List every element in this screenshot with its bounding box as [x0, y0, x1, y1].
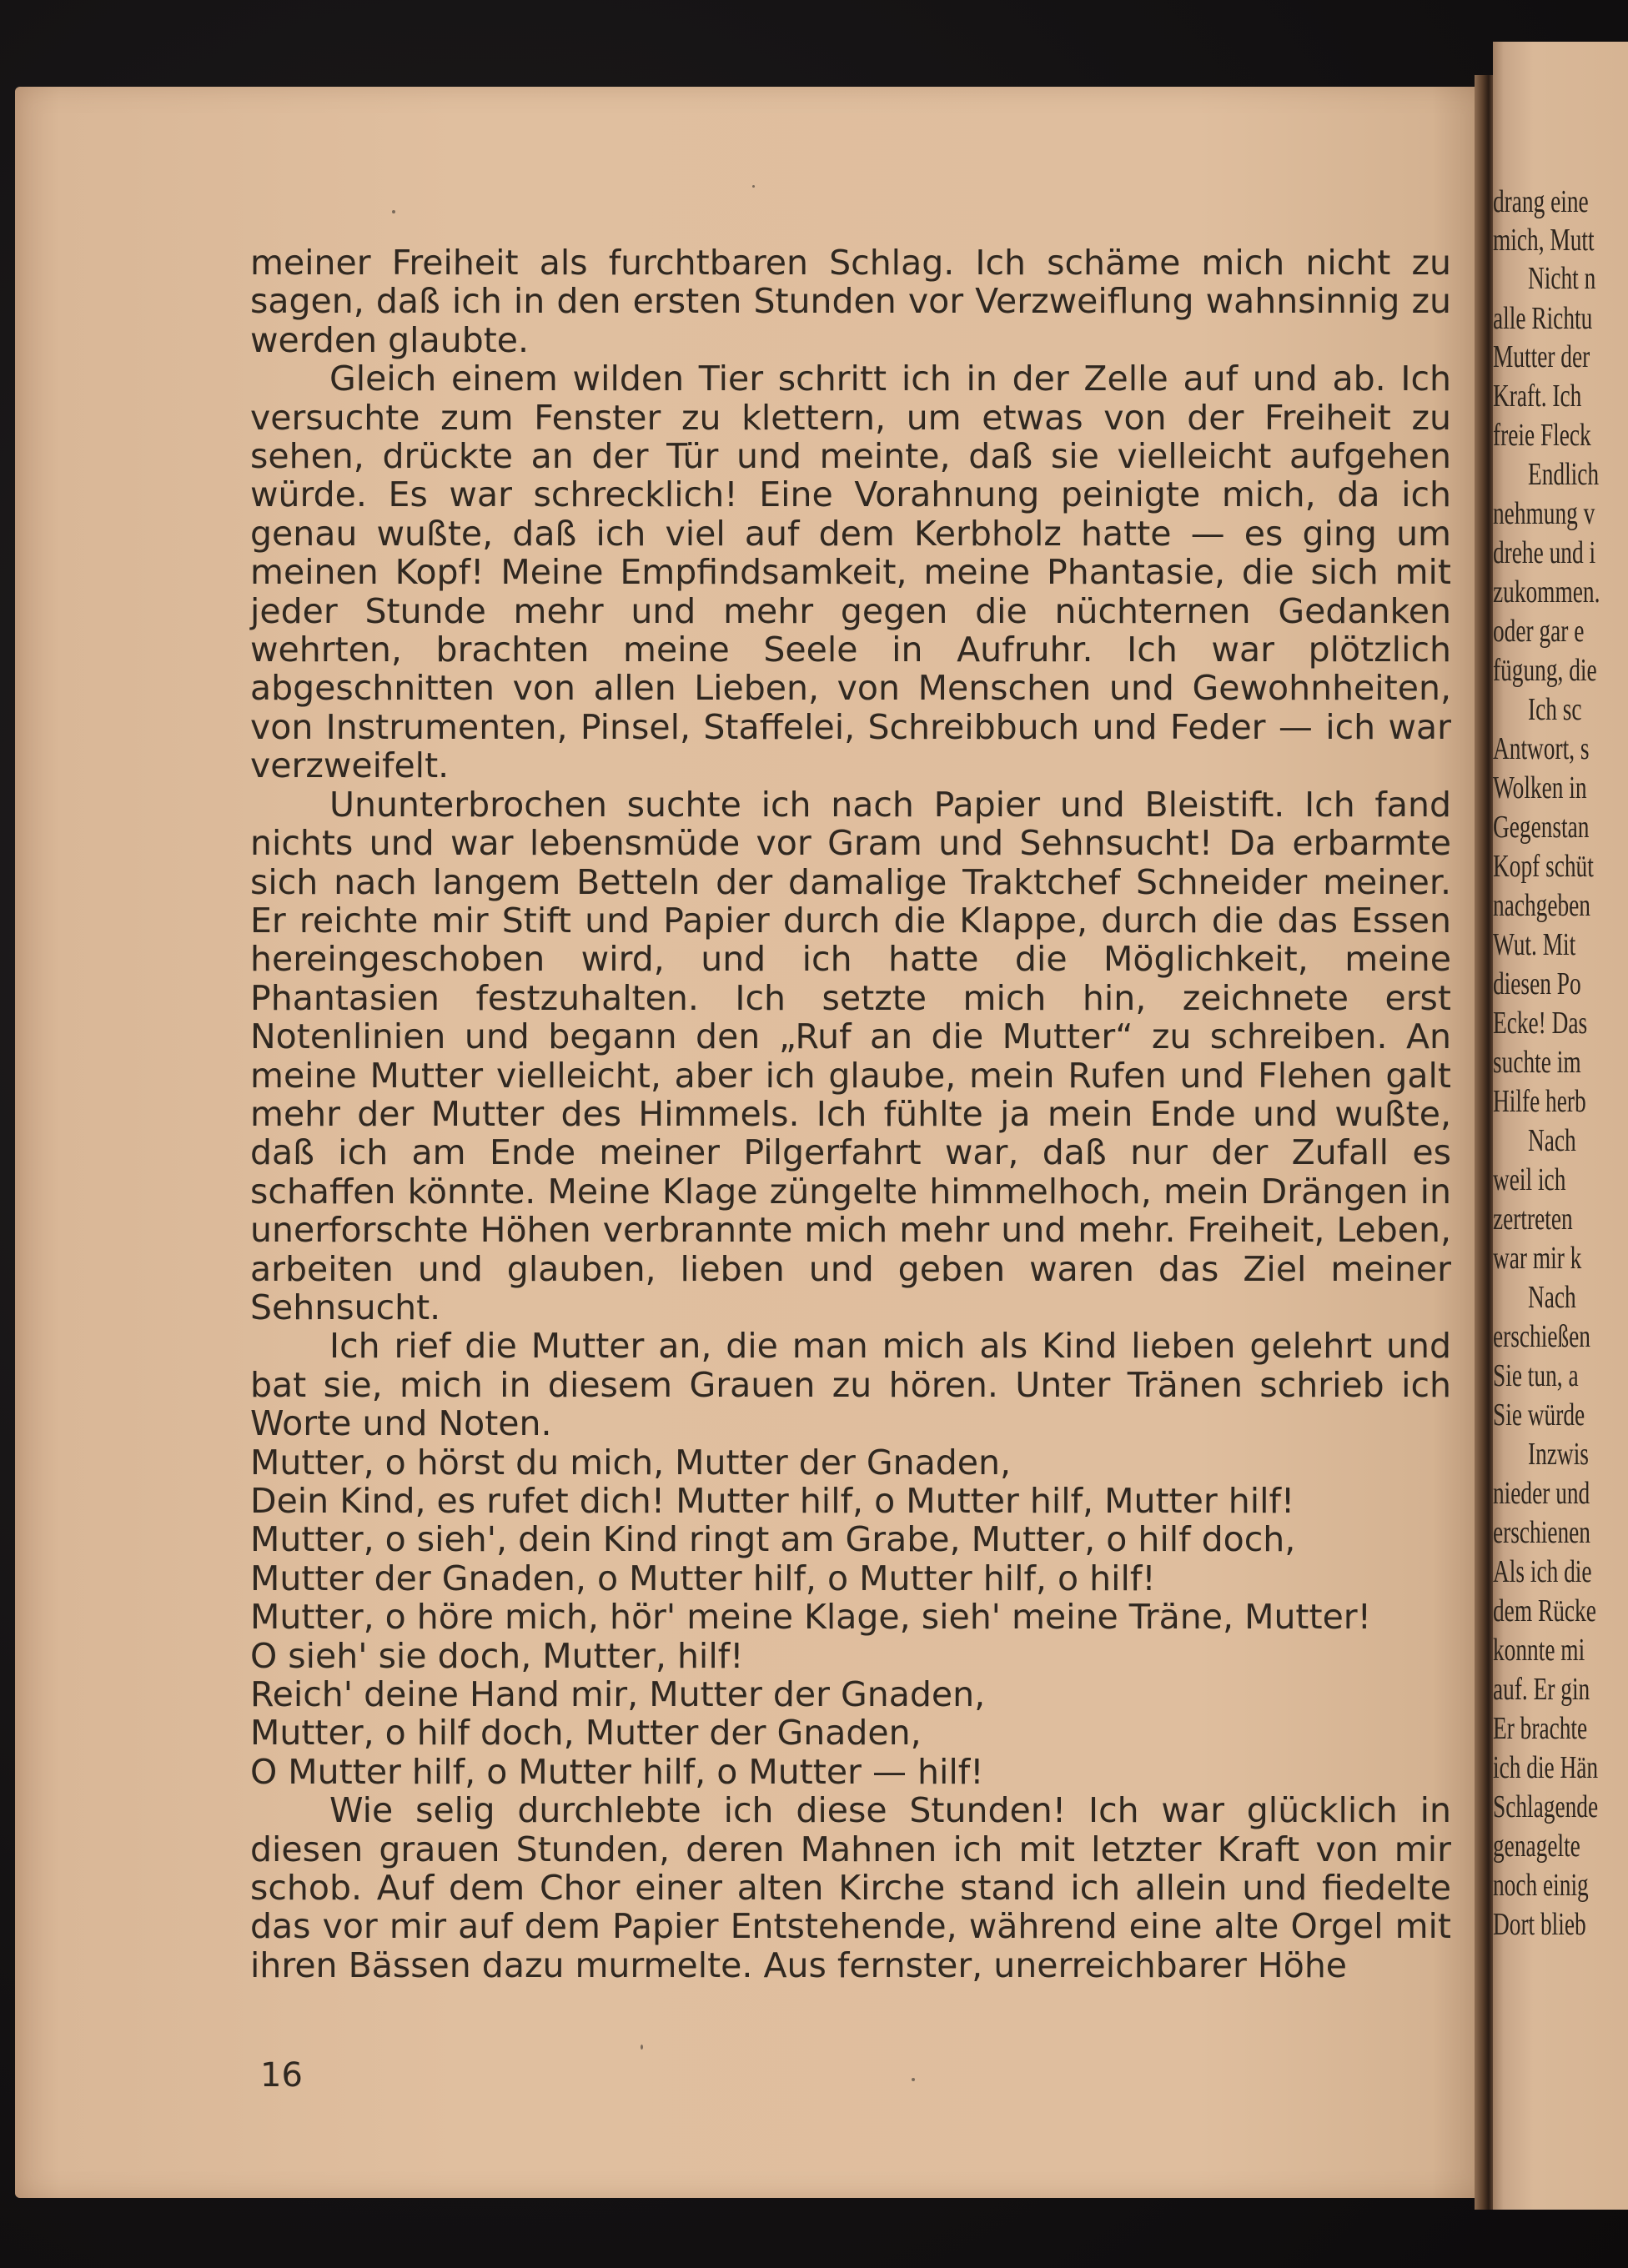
verse-line: O sieh' sie doch, Mutter, hilf!: [250, 1635, 744, 1676]
verse-line: Dein Kind, es rufet dich! Mutter hilf, o Mutter hilf, Mutter hilf!: [250, 1481, 1295, 1521]
verse-line: Mutter der Gnaden, o Mutter hilf, o Mutter hilf, o hilf!: [250, 1558, 1156, 1598]
next-page-line: Ecke! Das: [1493, 1006, 1588, 1041]
next-page-line: erschienen: [1493, 1515, 1590, 1550]
next-page-line: zertreten: [1493, 1202, 1573, 1237]
verse-line: Reich' deine Hand mir, Mutter der Gnaden,: [250, 1674, 986, 1715]
next-page-line: Wolken in: [1493, 770, 1587, 805]
next-page-line: dem Rücke: [1493, 1593, 1596, 1628]
next-page-line: Als ich die: [1493, 1554, 1592, 1589]
next-page-line: Kraft. Ich: [1493, 379, 1582, 414]
next-page-line: noch einig: [1493, 1868, 1589, 1903]
verse-line: O Mutter hilf, o Mutter hilf, o Mutter — hilf!: [250, 1751, 984, 1792]
next-page-line: Endlich: [1528, 457, 1600, 492]
paragraph: Ich rief die Mutter an, die man mich als Kind lieben gelehrt und bat sie, mich in diesem Grauen zu hören. Unter Tränen schrieb ich Worte und Noten.: [250, 1326, 1451, 1444]
next-page-line: Antwort, s: [1493, 731, 1590, 766]
paper-speck: [912, 2078, 915, 2081]
next-page-line: Hilfe herb: [1493, 1084, 1586, 1119]
next-page-line: Ich sc: [1528, 692, 1582, 727]
next-page-line: erschießen: [1493, 1319, 1590, 1354]
next-page-line: Kopf schüt: [1493, 849, 1594, 884]
next-page-line: Schlagende: [1493, 1789, 1599, 1824]
next-page-line: drang eine: [1493, 184, 1589, 219]
next-page-line: Dort blieb: [1493, 1907, 1586, 1942]
paper-speck: [752, 185, 755, 188]
next-page-line: diesen Po: [1493, 966, 1581, 1001]
paper-speck: [392, 210, 395, 213]
next-page-line: weil ich: [1493, 1162, 1566, 1197]
book-spine: [1475, 75, 1495, 2210]
next-page-line: freie Fleck: [1493, 418, 1591, 453]
verse-line: Mutter, o höre mich, hör' meine Klage, sieh' meine Träne, Mutter!: [250, 1597, 1372, 1638]
page-body-text: [250, 243, 1451, 1984]
verse-line: Mutter, o sieh', dein Kind ringt am Grabe, Mutter, o hilf doch,: [250, 1519, 1296, 1560]
next-page-line: Gegenstan: [1493, 810, 1590, 845]
next-page-line: Nach: [1528, 1280, 1576, 1315]
next-page-line: drehe und i: [1493, 535, 1596, 570]
paper-speck: [641, 2045, 643, 2050]
next-page-line: war mir k: [1493, 1241, 1582, 1276]
verse-line: Mutter, o hilf doch, Mutter der Gnaden,: [250, 1713, 922, 1754]
next-page-line: nachgeben: [1493, 888, 1590, 923]
next-page-line: mich, Mutt: [1493, 223, 1595, 258]
next-page-line: zukommen.: [1493, 575, 1600, 610]
next-page-line: Er brachte: [1493, 1711, 1588, 1746]
next-page-line: genagelte: [1493, 1829, 1580, 1864]
page-number: 16: [260, 2056, 303, 2095]
right-page-edge: [1493, 42, 1628, 2210]
next-page-line: auf. Er gin: [1493, 1672, 1590, 1707]
paragraph: meiner Freiheit als furchtbaren Schlag. Ich schäme mich nicht zu sagen, daß ich in den ersten Stunden vor Verzweiflung wahnsinnig zu werden glaubte.: [250, 243, 1451, 360]
next-page-line: Sie würde: [1493, 1397, 1585, 1433]
next-page-line: Nicht n: [1528, 261, 1596, 296]
next-page-line: suchte im: [1493, 1045, 1581, 1080]
next-page-line: Sie tun, a: [1493, 1358, 1579, 1393]
next-page-line: Inzwis: [1528, 1437, 1589, 1472]
next-page-line: alle Richtu: [1493, 301, 1593, 336]
paragraph: Wie selig durchlebte ich diese Stunden! Ich war glücklich in diesen grauen Stunden, deren Mahnen ich mit letzter Kraft von mir schob. Auf dem Chor einer alten Kirche stand ich allein und fiedelte das vor mir auf dem Papier Entstehende, während eine alte Orgel mit ihren Bässen dazu murmelte. Aus fernster, unerreichbarer Höhe: [250, 1790, 1451, 1985]
next-page-line: nehmung v: [1493, 496, 1595, 531]
next-page-line: fügung, die: [1493, 653, 1597, 688]
verse-line: Mutter, o hörst du mich, Mutter der Gnaden,: [250, 1442, 1012, 1483]
next-page-line: nieder und: [1493, 1476, 1590, 1511]
next-page-line: konnte mi: [1493, 1633, 1585, 1668]
next-page-line: Mutter der: [1493, 339, 1590, 374]
next-page-line: Nach: [1528, 1123, 1576, 1158]
paragraph: Gleich einem wilden Tier schritt ich in der Zelle auf und ab. Ich versuchte zum Fenster zu klettern, um etwas von der Freiheit zu sehen, drückte an der Tür und meinte, daß sie vielleicht aufgehen würde. Es war schrecklich! Eine Vorahnung peinigte mich, da ich genau wußte, daß ich viel auf dem Kerbholz hatte — es ging um meinen Kopf! Meine Empfindsamkeit, meine Phantasie, die sich mit jeder Stunde mehr und mehr gegen die nüchternen Gedanken wehrten, brachten meine Seele in Aufruhr. Ich war plötzlich abgeschnitten von allen Lieben, von Menschen und Gewohnheiten, von Instrumenten, Pinsel, Staffelei, Schreibbuch und Feder — ich war verzweifelt.: [250, 359, 1451, 786]
next-page-line: ich die Hän: [1493, 1750, 1599, 1785]
next-page-line: Wut. Mit: [1493, 927, 1576, 962]
next-page-line: oder gar e: [1493, 614, 1585, 649]
paragraph: Ununterbrochen suchte ich nach Papier und Bleistift. Ich fand nichts und war lebensmüde vor Gram und Sehnsucht! Da erbarmte sich nach langem Betteln der damalige Traktchef Schneider meiner. Er reichte mir Stift und Papier durch die Klappe, durch die das Essen hereingeschoben wird, und ich hatte die Möglichkeit, meine Phantasien festzuhalten. Ich setzte mich hin, zeichnete erst Notenlinien und begann den „Ruf an die Mutter“ zu schreiben. An meine Mutter vielleicht, aber ich glaube, mein Rufen und Flehen galt mehr der Mutter des Himmels. Ich fühlte ja mein Ende und wußte, daß ich am Ende meiner Pilgerfahrt war, daß nur der Zufall es schaffen könnte. Meine Klage züngelte himmelhoch, mein Drängen in unerforschte Höhen verbrannte mich mehr und mehr. Freiheit, Leben, arbeiten und glauben, lieben und geben waren das Ziel meiner Sehnsucht.: [250, 784, 1451, 1327]
